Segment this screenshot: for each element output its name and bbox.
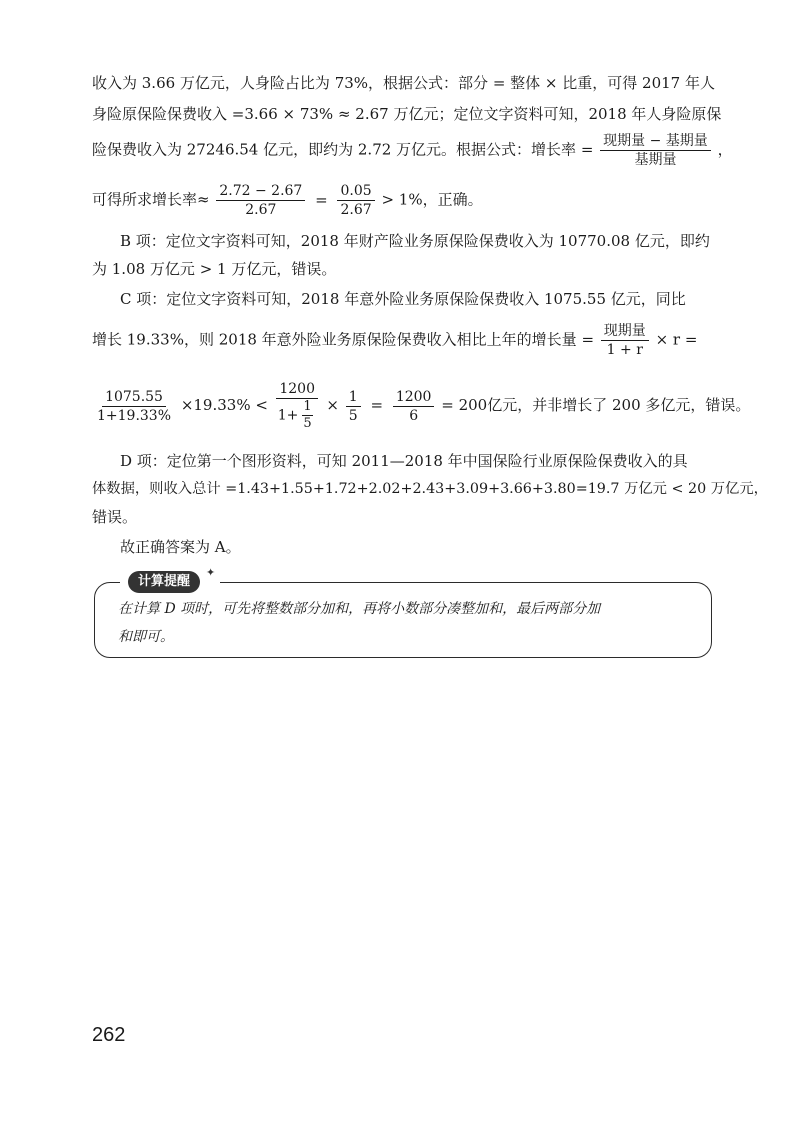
- fraction-numerator: 1: [346, 388, 361, 407]
- fraction-numerator: 现期量 − 基期量: [600, 132, 711, 151]
- fraction-numerator: 1075.55: [102, 388, 166, 407]
- paragraph-d-line-3: 错误。: [92, 508, 138, 526]
- growth-fraction-2: [337, 182, 374, 219]
- fraction-denominator: 基期量: [634, 152, 677, 168]
- paragraph-c-line-2: [92, 322, 722, 359]
- paragraph-a-line-1: 收入为 3.66 万亿元，人身险占比为 73%，根据公式：部分 = 整体 × 比重，可得 2017 年人: [92, 74, 715, 92]
- equals-sign: =: [370, 396, 384, 414]
- denominator-prefix: 1+: [277, 407, 299, 424]
- text-segment: ，: [717, 140, 733, 159]
- fraction-denominator: [275, 399, 320, 432]
- fraction-numerator: 0.05: [337, 182, 374, 201]
- increase-fraction-1: [94, 388, 174, 425]
- paragraph-a-line-2: 身险原保险保费收入 =3.66 × 73% ≈ 2.67 万亿元；定位文字资料可知，2018 年人身险原保: [92, 105, 722, 123]
- paragraph-b-line-1: B 项：定位文字资料可知，2018 年财产险业务原保险保费收入为 10770.08 亿元，即约: [120, 232, 710, 250]
- tip-text-line-2: 和即可。: [118, 629, 174, 645]
- answer-line: 故正确答案为 A。: [120, 538, 241, 556]
- increase-fraction-2: [275, 380, 320, 432]
- page-number: 262: [92, 1024, 126, 1046]
- sparkle-icon: ✦: [206, 566, 216, 579]
- text-segment: 增长 19.33%，则 2018 年意外险业务原保险保费收入相比上年的增长量 =: [92, 330, 595, 349]
- text-segment: = 200亿元，并非增长了 200 多亿元，错误。: [441, 396, 751, 414]
- increase-formula-fraction: [601, 322, 649, 359]
- increase-fraction-4: [393, 388, 435, 425]
- fraction-numerator: 1200: [276, 380, 318, 399]
- fraction-denominator: 2.67: [340, 202, 372, 218]
- paragraph-c-line-1: C 项：定位文字资料可知，2018 年意外险业务原保险保费收入 1075.55 亿元，同比: [120, 290, 686, 308]
- fraction-denominator: 1+19.33%: [97, 407, 172, 424]
- tip-text-line-1: 在计算 D 项时，可先将整数部分加和，再将小数部分凑整加和，最后两部分加: [118, 601, 601, 617]
- text-segment: ×19.33% <: [180, 396, 268, 414]
- fraction-numerator: 1: [303, 399, 312, 414]
- paragraph-d-line-1: D 项：定位第一个图形资料，可知 2011—2018 年中国保险行业原保险保费收入的具: [120, 452, 688, 470]
- paragraph-a-line-4: [92, 182, 722, 219]
- paragraph-a-line-3: [92, 132, 733, 169]
- calculation-tip-label: 计算提醒: [128, 571, 200, 593]
- increase-fraction-3: [346, 388, 361, 425]
- times-sign: ×: [326, 396, 339, 414]
- fraction-numerator: 现期量: [601, 322, 649, 341]
- text-segment: × r =: [655, 330, 698, 349]
- equals-sign: =: [315, 190, 328, 209]
- nested-fraction: [300, 399, 314, 432]
- fraction-denominator: 5: [303, 416, 312, 431]
- fraction-denominator: 2.67: [245, 202, 277, 218]
- fraction-denominator: 5: [348, 407, 358, 424]
- growth-fraction-1: [216, 182, 305, 219]
- fraction-numerator: 2.72 − 2.67: [216, 182, 305, 201]
- fraction-denominator: 1 + r: [606, 342, 643, 358]
- text-segment: 险保费收入为 27246.54 亿元，即约为 2.72 万亿元。根据公式：增长率 =: [92, 140, 594, 159]
- fraction-denominator: 6: [409, 407, 419, 424]
- text-segment: > 1%，正确。: [381, 190, 483, 209]
- paragraph-c-line-3: [92, 380, 751, 432]
- growth-rate-formula-fraction: [600, 132, 711, 169]
- fraction-numerator: 1200: [393, 388, 435, 407]
- paragraph-b-line-2: 为 1.08 万亿元 > 1 万亿元，错误。: [92, 260, 337, 278]
- paragraph-d-line-2: 体数据，则收入总计 =1.43+1.55+1.72+2.02+2.43+3.09+3.66+3.80=19.7 万亿元 < 20 万亿元，: [92, 481, 768, 497]
- text-segment: 可得所求增长率≈: [92, 190, 210, 209]
